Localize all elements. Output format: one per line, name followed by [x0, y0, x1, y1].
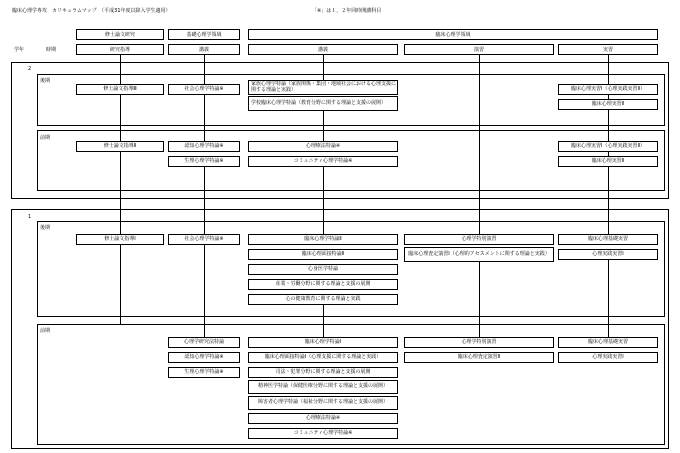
- year2-early-label: 前期: [40, 135, 51, 141]
- course-box: 臨床心理実習Ⅰ（心理実践実習Ⅱ）: [558, 141, 658, 152]
- connector-line: [608, 110, 609, 141]
- course-box: 臨床心理実習Ⅱ: [558, 99, 658, 110]
- connector-line: [120, 95, 121, 141]
- course-box: 学校臨床心理学特論（教育分野に関する理論と支援の展開）: [248, 96, 398, 111]
- course-box: 臨床心理実習Ⅰ（心理実践実習Ⅱ）: [558, 84, 658, 95]
- course-box: 司法・犯罪分野に関する理論と支援の展開: [248, 367, 398, 378]
- year1-label: 1: [28, 214, 32, 220]
- connector-line: [204, 55, 205, 84]
- connector-line: [608, 260, 609, 337]
- header-basic-lecture: 講義: [168, 44, 240, 55]
- connector-line: [323, 167, 324, 234]
- course-box: 臨床心理査定演習Ⅰ（心理的アセスメントに関する理論と実践）: [404, 247, 554, 262]
- header-period: 時期: [46, 47, 57, 53]
- course-box: 心理療法特論※: [248, 413, 398, 424]
- connector-line: [479, 55, 480, 234]
- course-box: 臨床心理基礎実習: [558, 234, 658, 245]
- course-box: 障害者心理学特論（福祉分野に関する理論と支援の展開）: [248, 396, 398, 410]
- year2-late-label: 後期: [40, 78, 51, 84]
- connector-line: [204, 95, 205, 141]
- header-basic-psychology: 基礎心理学領域: [168, 29, 240, 40]
- connector-line: [323, 305, 324, 337]
- course-box: 心理学特別演習: [404, 234, 554, 245]
- connector-line: [204, 167, 205, 234]
- course-box: 認知心理学特論※: [168, 141, 240, 152]
- year1-late-label: 後期: [40, 225, 51, 231]
- year2-label: 2: [28, 66, 32, 72]
- course-box: 心の健康教育に関する理論と実践: [248, 294, 398, 305]
- connector-line: [608, 167, 609, 234]
- header-clinical-lecture: 講義: [248, 44, 398, 55]
- connector-line: [323, 55, 324, 80]
- course-box: 社会心理学特論※: [168, 234, 240, 245]
- header-clinical-practicum: 実習: [558, 44, 658, 55]
- course-box: 家族心理学特論（家族関係・集団・地域社会における心理支援に関する理論と実践）: [248, 80, 398, 95]
- course-box: 心身医学特論: [248, 264, 398, 275]
- course-box: 産業・労働分野に関する理論と支援の展開: [248, 279, 398, 290]
- page-title: 臨床心理学専攻 カリキュラムマップ （平成31年度以降入学生適用）: [12, 8, 171, 14]
- course-box: 修士論文指導Ⅲ: [76, 84, 164, 95]
- connector-line: [479, 262, 480, 337]
- course-box: コミュニティ心理学特論※: [248, 156, 398, 167]
- connector-line: [204, 245, 205, 337]
- course-box: 心理学特別演習: [404, 337, 554, 348]
- course-box: 臨床心理基礎実習: [558, 337, 658, 348]
- course-box: 臨床心理学特論Ⅱ: [248, 234, 398, 245]
- note-text: 「※」は１，２年同時開講科目: [312, 8, 382, 14]
- course-box: 修士論文指導Ⅱ: [76, 141, 164, 152]
- year1-early-label: 前期: [40, 328, 51, 334]
- connector-line: [323, 111, 324, 141]
- header-thesis-research: 修士論文研究: [76, 29, 164, 40]
- course-box: 臨床心理実習Ⅱ: [558, 156, 658, 167]
- header-research-guidance: 研究指導: [76, 44, 164, 55]
- header-clinical-psychology: 臨床心理学領域: [248, 29, 658, 40]
- course-box: 生理心理学特論※: [168, 367, 240, 378]
- header-clinical-seminar: 演習: [404, 44, 554, 55]
- connector-line: [120, 245, 121, 325]
- course-box: 臨床心理学特論Ⅰ: [248, 337, 398, 348]
- course-box: 精神医学特論（保健医療分野に関する理論と支援の展開）: [248, 380, 398, 394]
- header-grade: 学年: [14, 47, 25, 53]
- course-box: 心理実践実習Ⅰ: [558, 352, 658, 363]
- course-box: 臨床心理査定演習Ⅱ: [404, 352, 554, 363]
- course-box: 社会心理学特論※: [168, 84, 240, 95]
- course-box: コミュニティ心理学特論※: [248, 428, 398, 439]
- course-box: 臨床心理面接特論Ⅱ: [248, 249, 398, 260]
- course-box: 修士論文指導Ⅰ: [76, 234, 164, 245]
- course-box: 心理実践実習Ⅰ: [558, 249, 658, 260]
- connector-line: [120, 152, 121, 234]
- course-box: 心理療法特論※: [248, 141, 398, 152]
- course-box: 認知心理学特論※: [168, 352, 240, 363]
- connector-line: [120, 55, 121, 84]
- course-box: 心理学研究法特論: [168, 337, 240, 348]
- connector-line: [608, 55, 609, 84]
- course-box: 臨床心理面接特論Ⅰ（心理支援に関する理論と実践）: [248, 352, 398, 363]
- course-box: 生理心理学特論※: [168, 156, 240, 167]
